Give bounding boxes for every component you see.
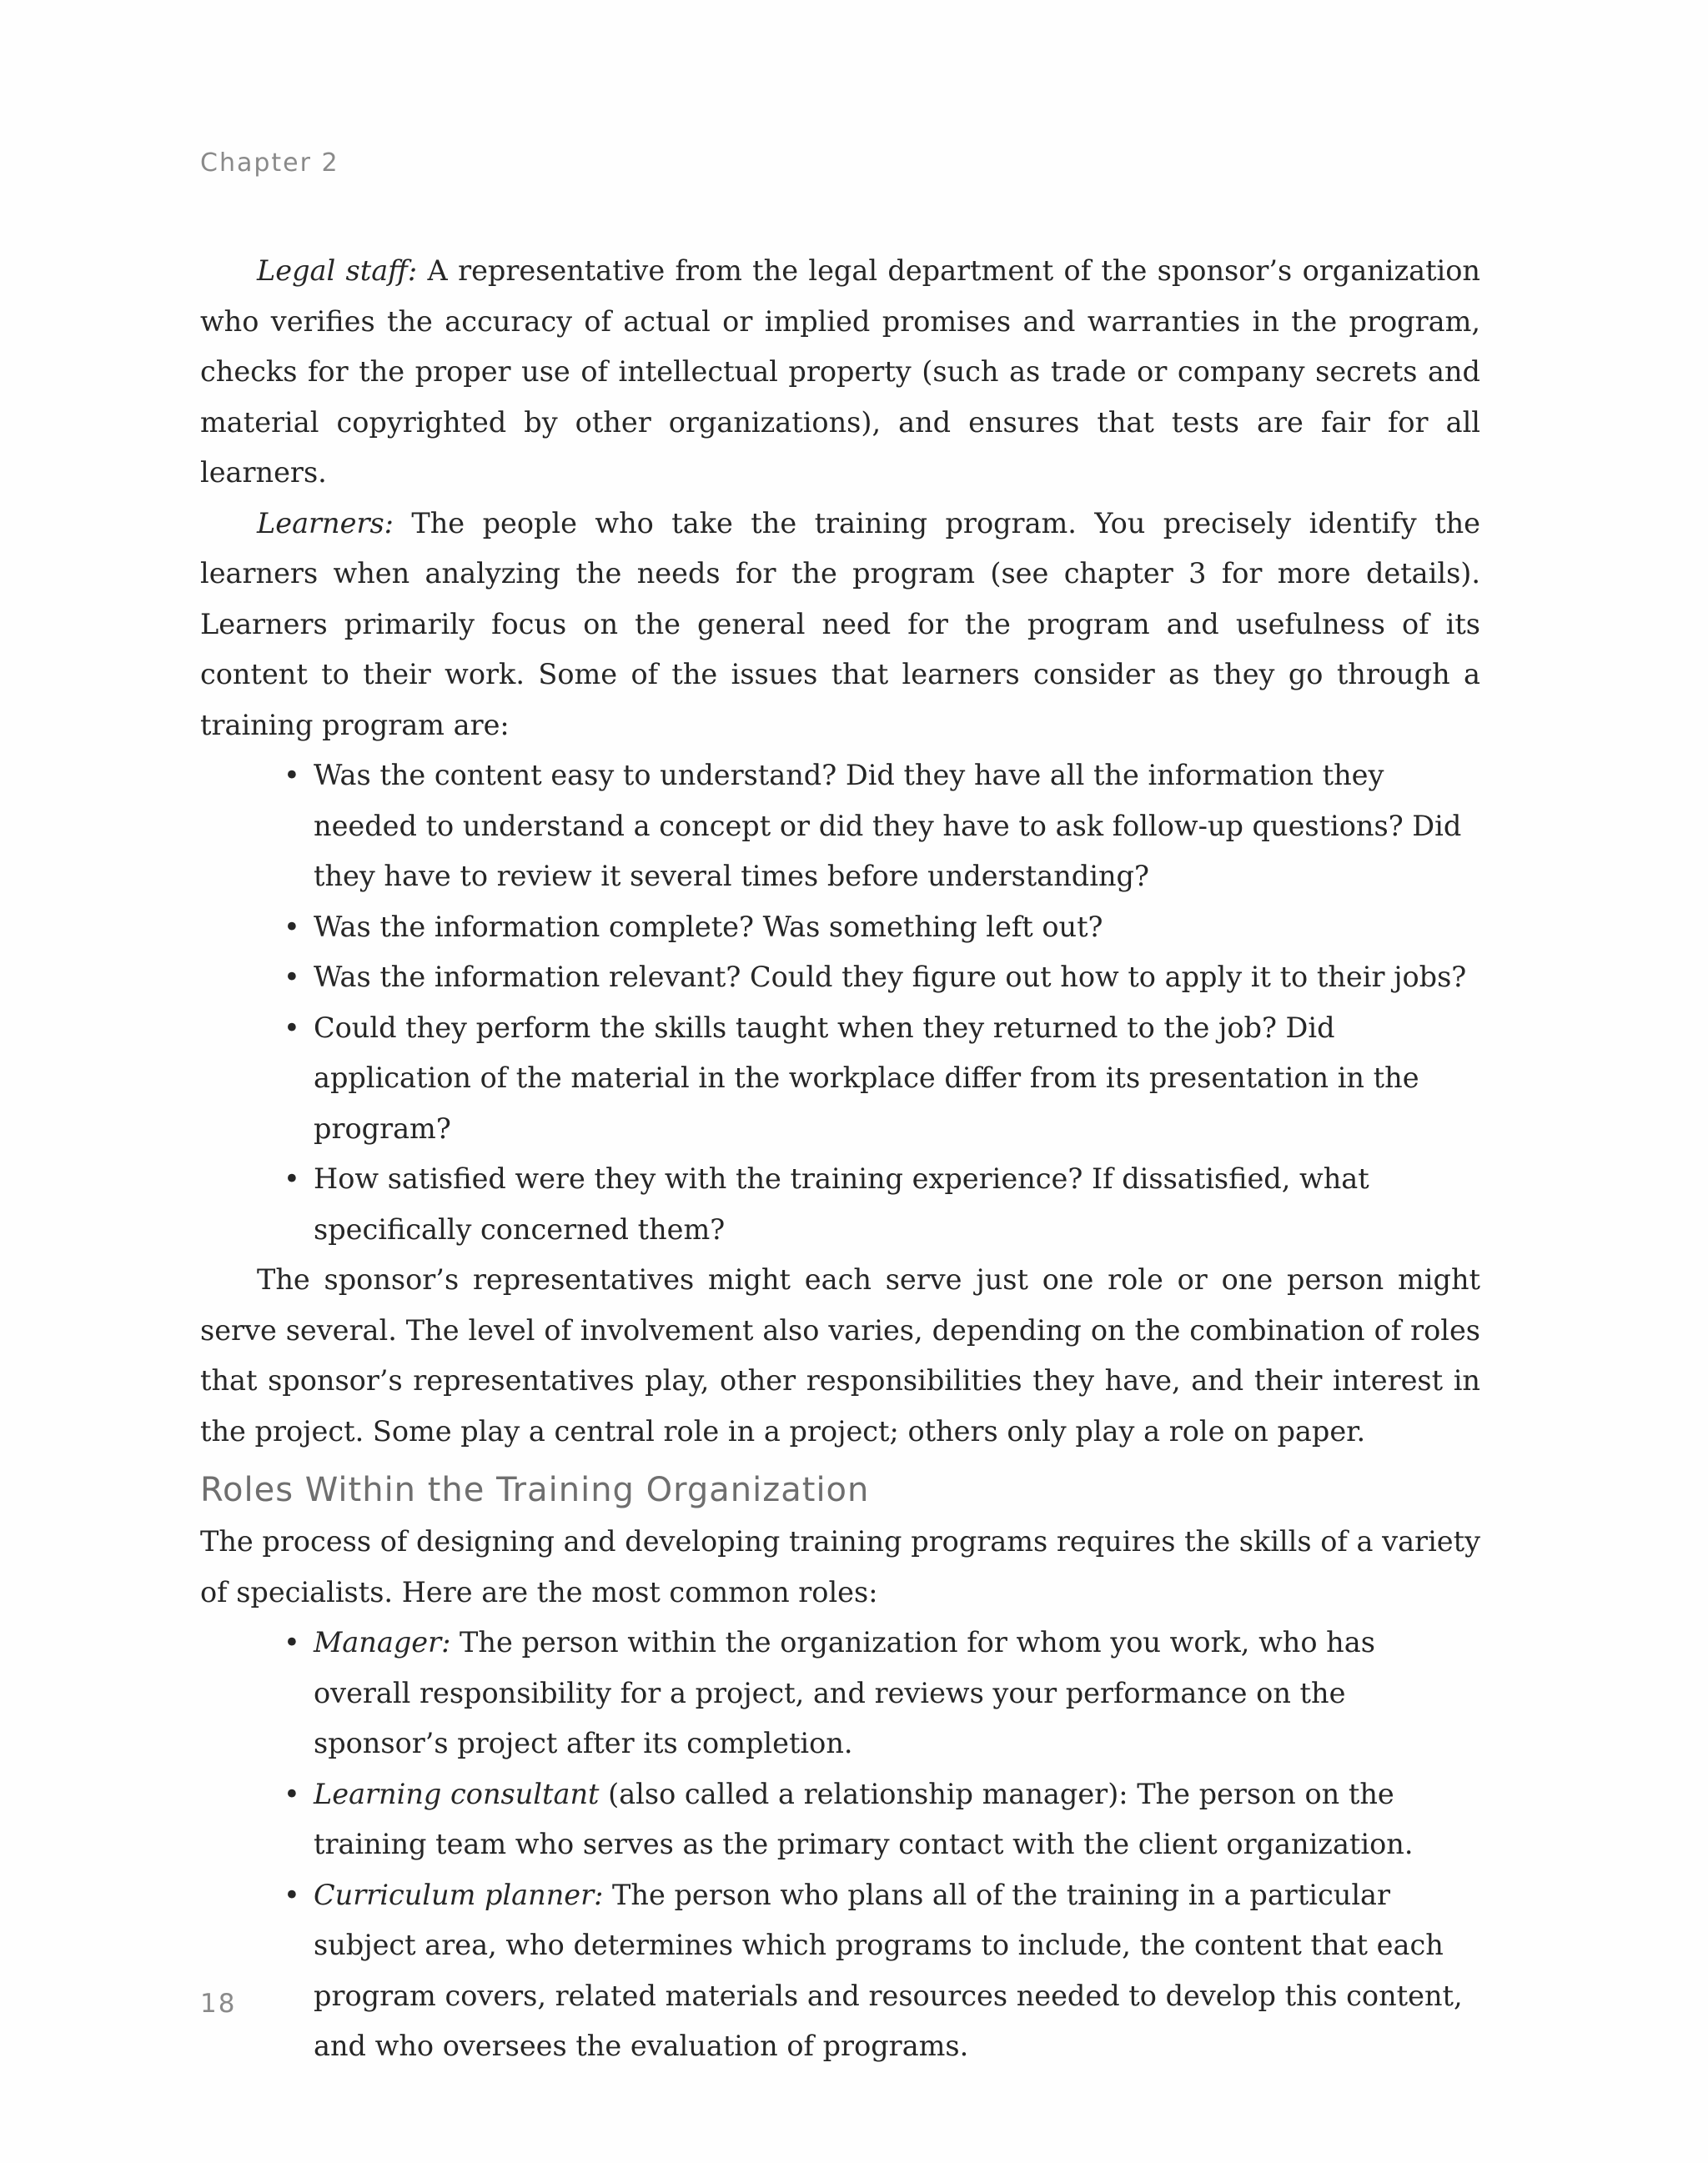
running-head: Chapter 2 — [200, 148, 339, 178]
list-item — [284, 952, 1480, 1003]
term-curriculum-planner: Curriculum planner: — [314, 1878, 604, 1911]
body-text — [200, 246, 1480, 2072]
roles-list — [200, 1618, 1480, 2072]
list-item-text: The person within the organization for whom you work, who has overall responsibility for a project, and reviews your performance on the sponsor’s project after its completion. — [314, 1626, 1375, 1759]
term-manager: Manager: — [314, 1626, 451, 1659]
list-item-text: (also called a relationship manager): The person on the training team who serves as the primary contact with the client organization. — [314, 1777, 1414, 1860]
bullet-icon: • — [284, 961, 300, 993]
section-heading: Roles Within the Training Organization — [200, 1471, 870, 1509]
bullet-icon: • — [284, 1162, 300, 1195]
list-item — [284, 1154, 1480, 1255]
paragraph-learners — [200, 499, 1480, 751]
list-item — [284, 1769, 1480, 1870]
learner-issues-list — [200, 750, 1480, 1255]
paragraph-legal-staff — [200, 246, 1480, 499]
learners-text: The people who take the training program. You precisely identify the learners when analyzing the needs for the program (see chapter 3 for more details). Learners primarily focus on the general need for the program and usefulness of its content to their work. Some of the issues that learners consider as they go through a training program are: — [200, 506, 1480, 741]
list-item — [284, 1870, 1480, 2072]
bullet-icon: • — [284, 759, 300, 791]
list-item — [284, 1618, 1480, 1769]
list-item-text: The person who plans all of the training in a particular subject area, who determines which programs to include, the content that each program covers, related materials and resources needed to develop this content, and who oversees the evaluation of programs. — [314, 1878, 1463, 2062]
legal-staff-text: A representative from the legal department of the sponsor’s organization who verifies the accuracy of actual or implied promises and warranties in the program, checks for the proper use of intellectual property (such as trade or company secrets and material copyrighted by other organizations), and ensures that tests are fair for all learners. — [200, 254, 1481, 489]
page-number: 18 — [200, 1989, 237, 2019]
list-item — [284, 750, 1480, 902]
paragraph-section-intro: The process of designing and developing training programs requires the skills of a variety of specialists. Here are the most common roles: — [200, 1525, 1480, 1608]
list-item-text: Could they perform the skills taught when they returned to the job? Did application of the material in the workplace differ from its presentation in the program? — [314, 1011, 1419, 1145]
term-learners: Learners: — [257, 506, 394, 539]
list-item — [284, 1003, 1480, 1155]
term-learning-consultant: Learning consultant — [314, 1777, 600, 1810]
bullet-icon: • — [284, 1878, 300, 1911]
list-item-text: Was the content easy to understand? Did they have all the information they needed to understand a concept or did they have to ask follow-up questions? Did they have to review it several times before understanding? — [314, 759, 1462, 892]
bullet-icon: • — [284, 1011, 300, 1044]
list-item-text: How satisfied were they with the training experience? If dissatisfied, what specifically concerned them? — [314, 1162, 1369, 1246]
bullet-icon: • — [284, 910, 300, 943]
list-item — [284, 902, 1480, 953]
list-item-text: Was the information complete? Was something left out? — [314, 910, 1103, 943]
term-legal-staff: Legal staff: — [257, 254, 418, 287]
bullet-icon: • — [284, 1777, 300, 1810]
list-item-text: Was the information relevant? Could they figure out how to apply it to their jobs? — [314, 961, 1467, 993]
paragraph-sponsor-representatives: The sponsor’s representatives might each serve just one role or one person might serve several. The level of involvement also varies, depending on the combination of roles that sponsor’s representatives play, other responsibilities they have, and their interest in the project. Some play a central role in a project; others only play a role on paper. — [200, 1263, 1480, 1448]
bullet-icon: • — [284, 1626, 300, 1659]
